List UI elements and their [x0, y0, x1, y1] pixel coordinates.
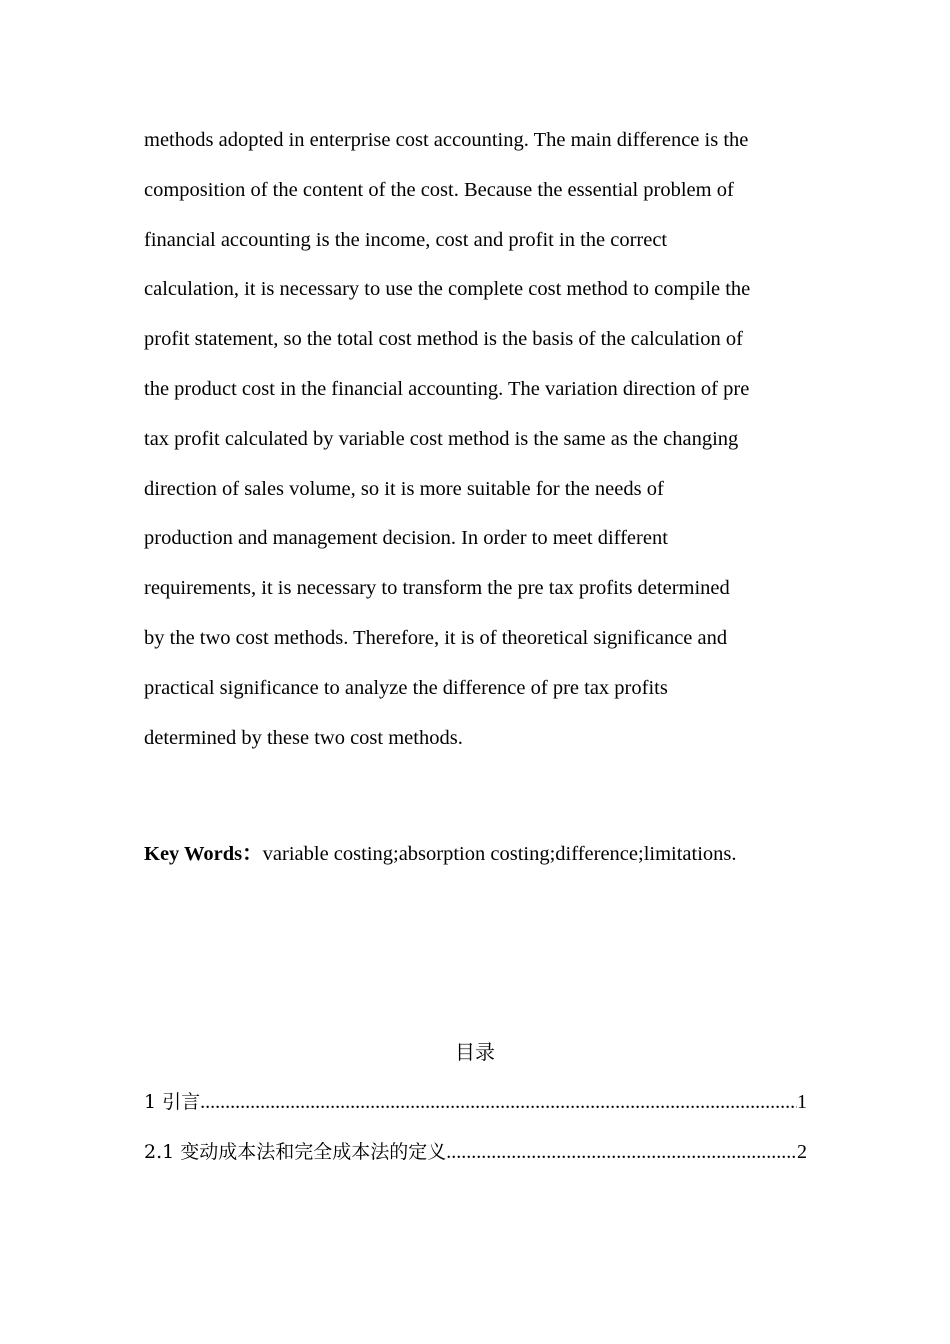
abstract-line: practical significance to analyze the difference of pre tax profits [144, 676, 668, 699]
abstract-line: the product cost in the financial accounting. The variation direction of pre [144, 377, 750, 400]
toc-title: 目录 [455, 1040, 495, 1064]
toc-entry[interactable] [144, 1137, 807, 1164]
abstract-line: composition of the content of the cost. Because the essential problem of [144, 178, 734, 201]
abstract-line: production and management decision. In order to meet different [144, 527, 668, 550]
toc-leader-dots [446, 1141, 797, 1164]
keywords-label: Key Words： [144, 843, 263, 865]
toc-entry[interactable] [144, 1087, 807, 1114]
toc-leader-dots [200, 1091, 797, 1114]
toc-entry-page: 1 [797, 1091, 807, 1113]
abstract-line: direction of sales volume, so it is more suitable for the needs of [144, 477, 664, 500]
abstract-body [144, 122, 814, 769]
toc-entry-page: 2 [797, 1141, 807, 1163]
toc-entry-label: 1 引言 [144, 1091, 201, 1113]
abstract-line: tax profit calculated by variable cost method is the same as the changing [144, 427, 739, 450]
abstract-line: by the two cost methods. Therefore, it is of theoretical significance and [144, 626, 728, 649]
keywords-text: variable costing;absorption costing;difference;limitations. [262, 843, 737, 865]
toc-entry-label: 2.1 变动成本法和完全成本法的定义 [144, 1141, 447, 1163]
abstract-line: determined by these two cost methods. [144, 726, 463, 749]
abstract-line: calculation, it is necessary to use the complete cost method to compile the [144, 278, 751, 301]
abstract-line: requirements, it is necessary to transform the pre tax profits determined [144, 577, 730, 600]
abstract-line: methods adopted in enterprise cost accounting. The main difference is the [144, 129, 749, 151]
abstract-line: profit statement, so the total cost method is the basis of the calculation of [144, 328, 743, 351]
keywords-line [144, 836, 737, 866]
abstract-line: financial accounting is the income, cost and profit in the correct [144, 228, 668, 251]
